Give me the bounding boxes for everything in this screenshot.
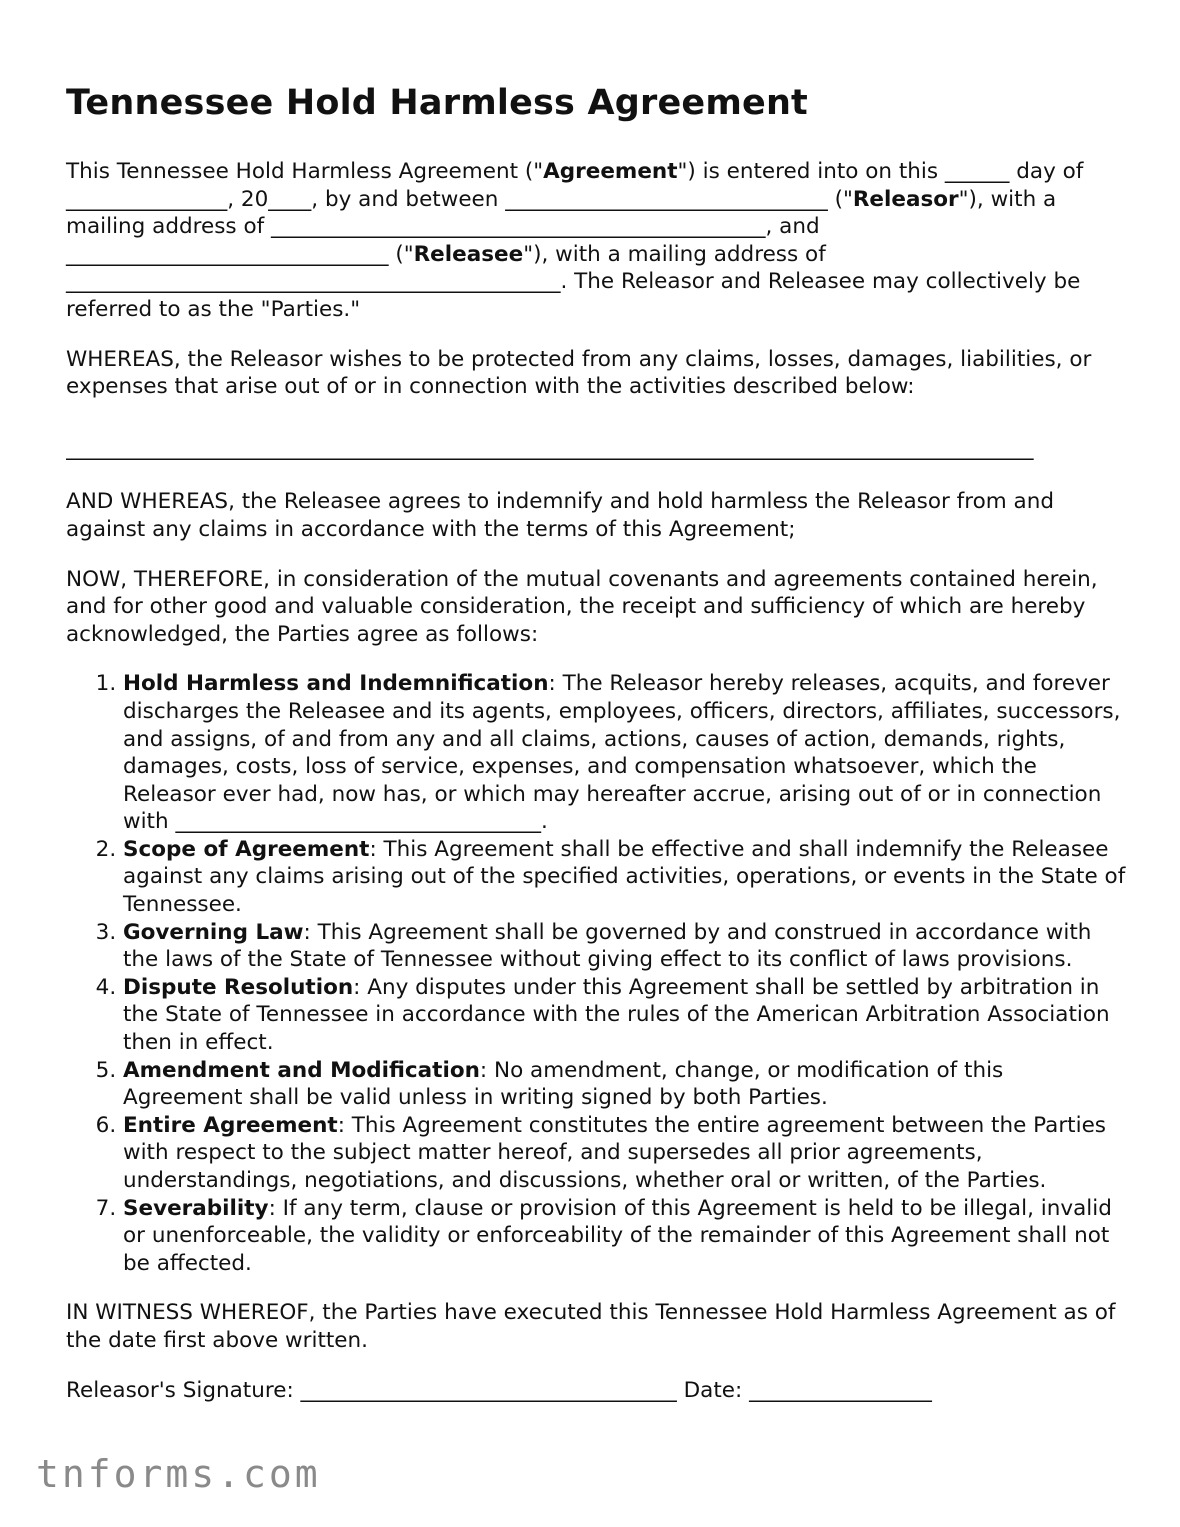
watermark-logo: tnforms.com	[36, 1452, 321, 1496]
clause-text: : This Agreement constitutes the entire agreement between the Parties with respect to the subject matter hereof, and supersedes all prior agreements, understandings, negotiations, and discussions, whether oral or written, of the Parties.	[123, 1112, 1107, 1193]
clause-heading: Entire Agreement	[123, 1112, 338, 1138]
and-whereas-paragraph: AND WHEREAS, the Releasee agrees to indemnify and hold harmless the Releasor from and against any claims in accordance with the terms of this Agreement;	[66, 489, 1054, 542]
intro-paragraph	[66, 158, 1126, 324]
clause-item	[123, 974, 1126, 1057]
clause-item	[123, 836, 1126, 919]
clause-item	[123, 1195, 1126, 1278]
clause-text: : The Releasor hereby releases, acquits, and forever discharges the Releasee and its agents, employees, officers, directors, affiliates, successors, and assigns, of and from any and all claims, actions, causes of action, demands, rights, damages, costs, loss of service, expenses, and compensation whatsoever, which the Releasor ever had, now has, or which may hereafter accrue, arising out of or in connection with __________________________________.	[123, 671, 1121, 835]
clause-item	[123, 670, 1126, 836]
clause-heading: Severability	[123, 1195, 269, 1221]
clause-text: : This Agreement shall be governed by and construed in accordance with the laws of the State of Tennessee without giving effect to its conflict of laws provisions.	[123, 919, 1092, 973]
clause-heading: Scope of Agreement	[123, 836, 370, 862]
clause-item	[123, 919, 1126, 974]
intro-text-3: "), with a mailing address of ______________________________________________, and ______________________________ ("	[66, 186, 1057, 267]
clause-text: : If any term, clause or provision of this Agreement is held to be illegal, invalid or unenforceable, the validity or enforceability of the remainder of this Agreement shall not be affected.	[123, 1195, 1112, 1276]
clauses-list	[66, 670, 1126, 1277]
agreement-term: Agreement	[543, 159, 678, 184]
clause-heading: Governing Law	[123, 919, 304, 945]
clause-item	[123, 1112, 1126, 1195]
document-page	[66, 82, 1126, 1404]
signature-label: Releasor's Signature: ___________________________________	[66, 1377, 677, 1403]
document-title: Tennessee Hold Harmless Agreement	[66, 83, 808, 123]
intro-text-4: "), with a mailing address of ______________________________________________. The Releasor and Releasee may collectively be referred to as the "Parties."	[66, 241, 1081, 322]
intro-text-1: This Tennessee Hold Harmless Agreement ("	[66, 159, 544, 184]
clause-text: : Any disputes under this Agreement shall be settled by arbitration in the State of Tennessee in accordance with the rules of the American Arbitration Association then in effect.	[123, 974, 1110, 1056]
whereas-paragraph: WHEREAS, the Releasor wishes to be protected from any claims, losses, damages, liabilities, or expenses that arise out of or in connection with the activities described below:	[66, 346, 1092, 400]
clause-heading: Amendment and Modification	[123, 1057, 480, 1083]
clause-text: : No amendment, change, or modification of this Agreement shall be valid unless in writing signed by both Parties.	[123, 1057, 1004, 1111]
clause-heading: Dispute Resolution	[123, 974, 354, 1000]
clause-text: : This Agreement shall be effective and shall indemnify the Releasee against any claims arising out of the specified activities, operations, or events in the State of Tennessee.	[123, 836, 1126, 918]
activities-blank-line: __________________________________________________________________________________________	[66, 435, 1034, 461]
now-therefore-paragraph: NOW, THEREFORE, in consideration of the mutual covenants and agreements contained herein, and for other good and valuable consideration, the receipt and sufficiency of which are hereby acknowledged, the Parties agree as follows:	[66, 566, 1098, 647]
witness-paragraph: IN WITNESS WHEREOF, the Parties have executed this Tennessee Hold Harmless Agreement as of the date first above written.	[66, 1300, 1116, 1353]
clause-heading: Hold Harmless and Indemnification	[123, 671, 549, 697]
date-label: Date: _________________	[676, 1377, 932, 1403]
intro-text-2: ") is entered into on this ______ day of _______________, 20____, by and between ______________________________ ("	[66, 159, 1084, 212]
releasee-term: Releasee	[413, 241, 524, 267]
clause-item	[123, 1057, 1126, 1112]
releasor-term: Releasor	[852, 186, 959, 212]
signature-line	[66, 1377, 1126, 1405]
